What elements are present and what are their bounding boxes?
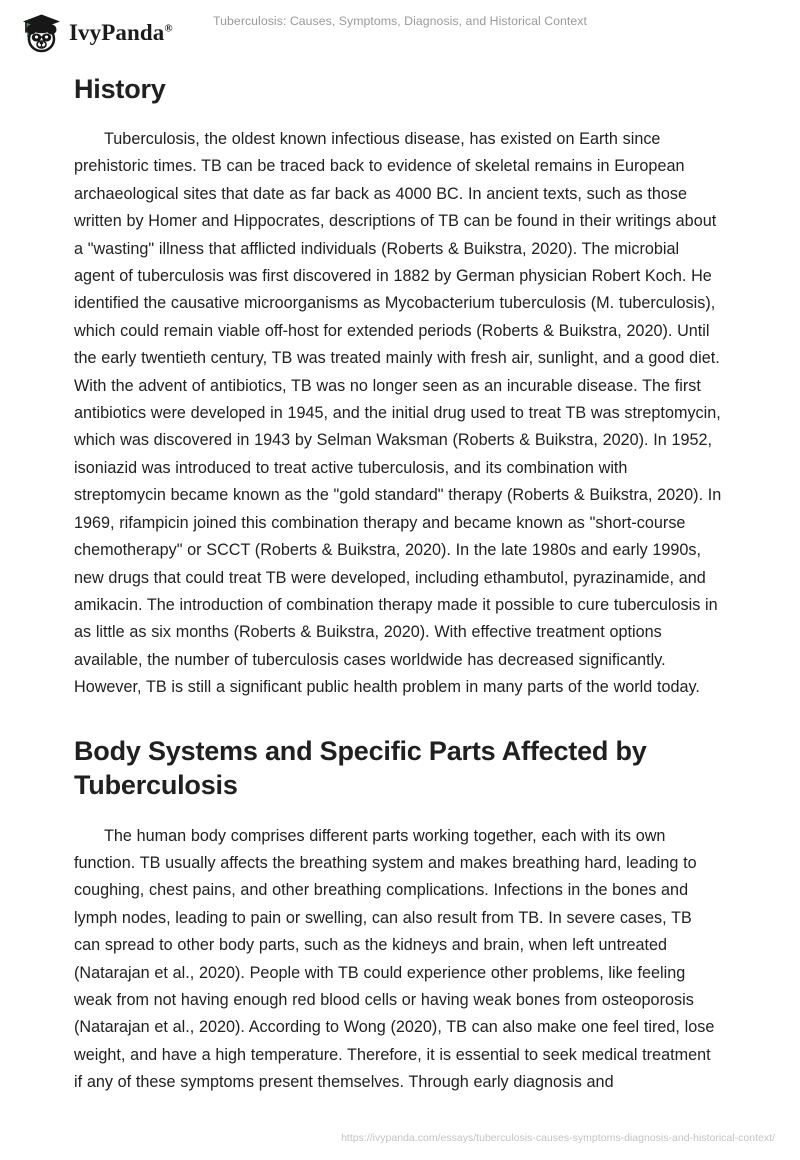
document-content — [74, 72, 722, 1097]
section-heading-body-systems: Body Systems and Specific Parts Affected by Tuberculosis — [74, 735, 647, 800]
section-paragraph-body-systems: The human body comprises different parts working together, each with its own function. TB usually affects the breathing system and makes breathing hard, leading to coughing, chest pains, and other breathing complications. Infections in the bones and lymph nodes, leading to pain or swelling, can also result from TB. In severe cases, TB can spread to other body parts, such as the kidneys and brain, when left untreated (Natarajan et al., 2020). People with TB could experience other problems, like feeling weak from not having enough red blood cells or having weak bones from osteoporosis (Natarajan et al., 2020). According to Wong (2020), TB can also make one feel tired, lose weight, and have a high temperature. Therefore, it is essential to seek medical treatment if any of these symptoms present themselves. Through early diagnosis and — [74, 826, 715, 1092]
page-header — [0, 0, 800, 62]
brand-name-text: IvyPanda — [69, 19, 165, 45]
footer-source-url[interactable]: https://ivypanda.com/essays/tuberculosis-causes-symptoms-diagnosis-and-historical-context/ — [341, 1132, 775, 1144]
registered-mark: ® — [164, 21, 173, 34]
section-paragraph-history: Tuberculosis, the oldest known infectious disease, has existed on Earth since prehistoric times. TB can be traced back to evidence of skeletal remains in European archaeological sites that date as far back as 4000 BC. In ancient texts, such as those written by Homer and Hippocrates, descriptions of TB can be found in their writings about a "wasting" illness that afflicted individuals (Roberts & Buikstra, 2020). The microbial agent of tuberculosis was first discovered in 1882 by German physician Robert Koch. He identified the causative microorganisms as Mycobacterium tuberculosis (M. tuberculosis), which could remain viable off-host for extended periods (Roberts & Buikstra, 2020). Until the early twentieth century, TB was treated mainly with fresh air, sunlight, and a good diet. With the advent of antibiotics, TB was no longer seen as an incurable disease. The first antibiotics were developed in 1945, and the initial drug used to treat TB was streptomycin, which was discovered in 1943 by Selman Waksman (Roberts & Buikstra, 2020). In 1952, isoniazid was introduced to treat active tuberculosis, and its combination with streptomycin became known as the "gold standard" therapy (Roberts & Buikstra, 2020). In 1969, rifampicin joined this combination therapy and became known as "short-course chemotherapy" or SCCT (Roberts & Buikstra, 2020). In the late 1980s and early 1990s, new drugs that could treat TB were developed, including ethambutol, pyrazinamide, and amikacin. The introduction of combination therapy made it possible to cure tuberculosis in as little as six months (Roberts & Buikstra, 2020). With effective treatment options available, the number of tuberculosis cases worldwide has decreased significantly. However, TB is still a significant public health problem in many parts of the world today. — [74, 130, 722, 697]
page-footer — [0, 1132, 800, 1152]
document-header-title: Tuberculosis: Causes, Symptoms, Diagnosis, and Historical Context — [213, 14, 587, 28]
section-heading-history: History — [74, 74, 166, 104]
